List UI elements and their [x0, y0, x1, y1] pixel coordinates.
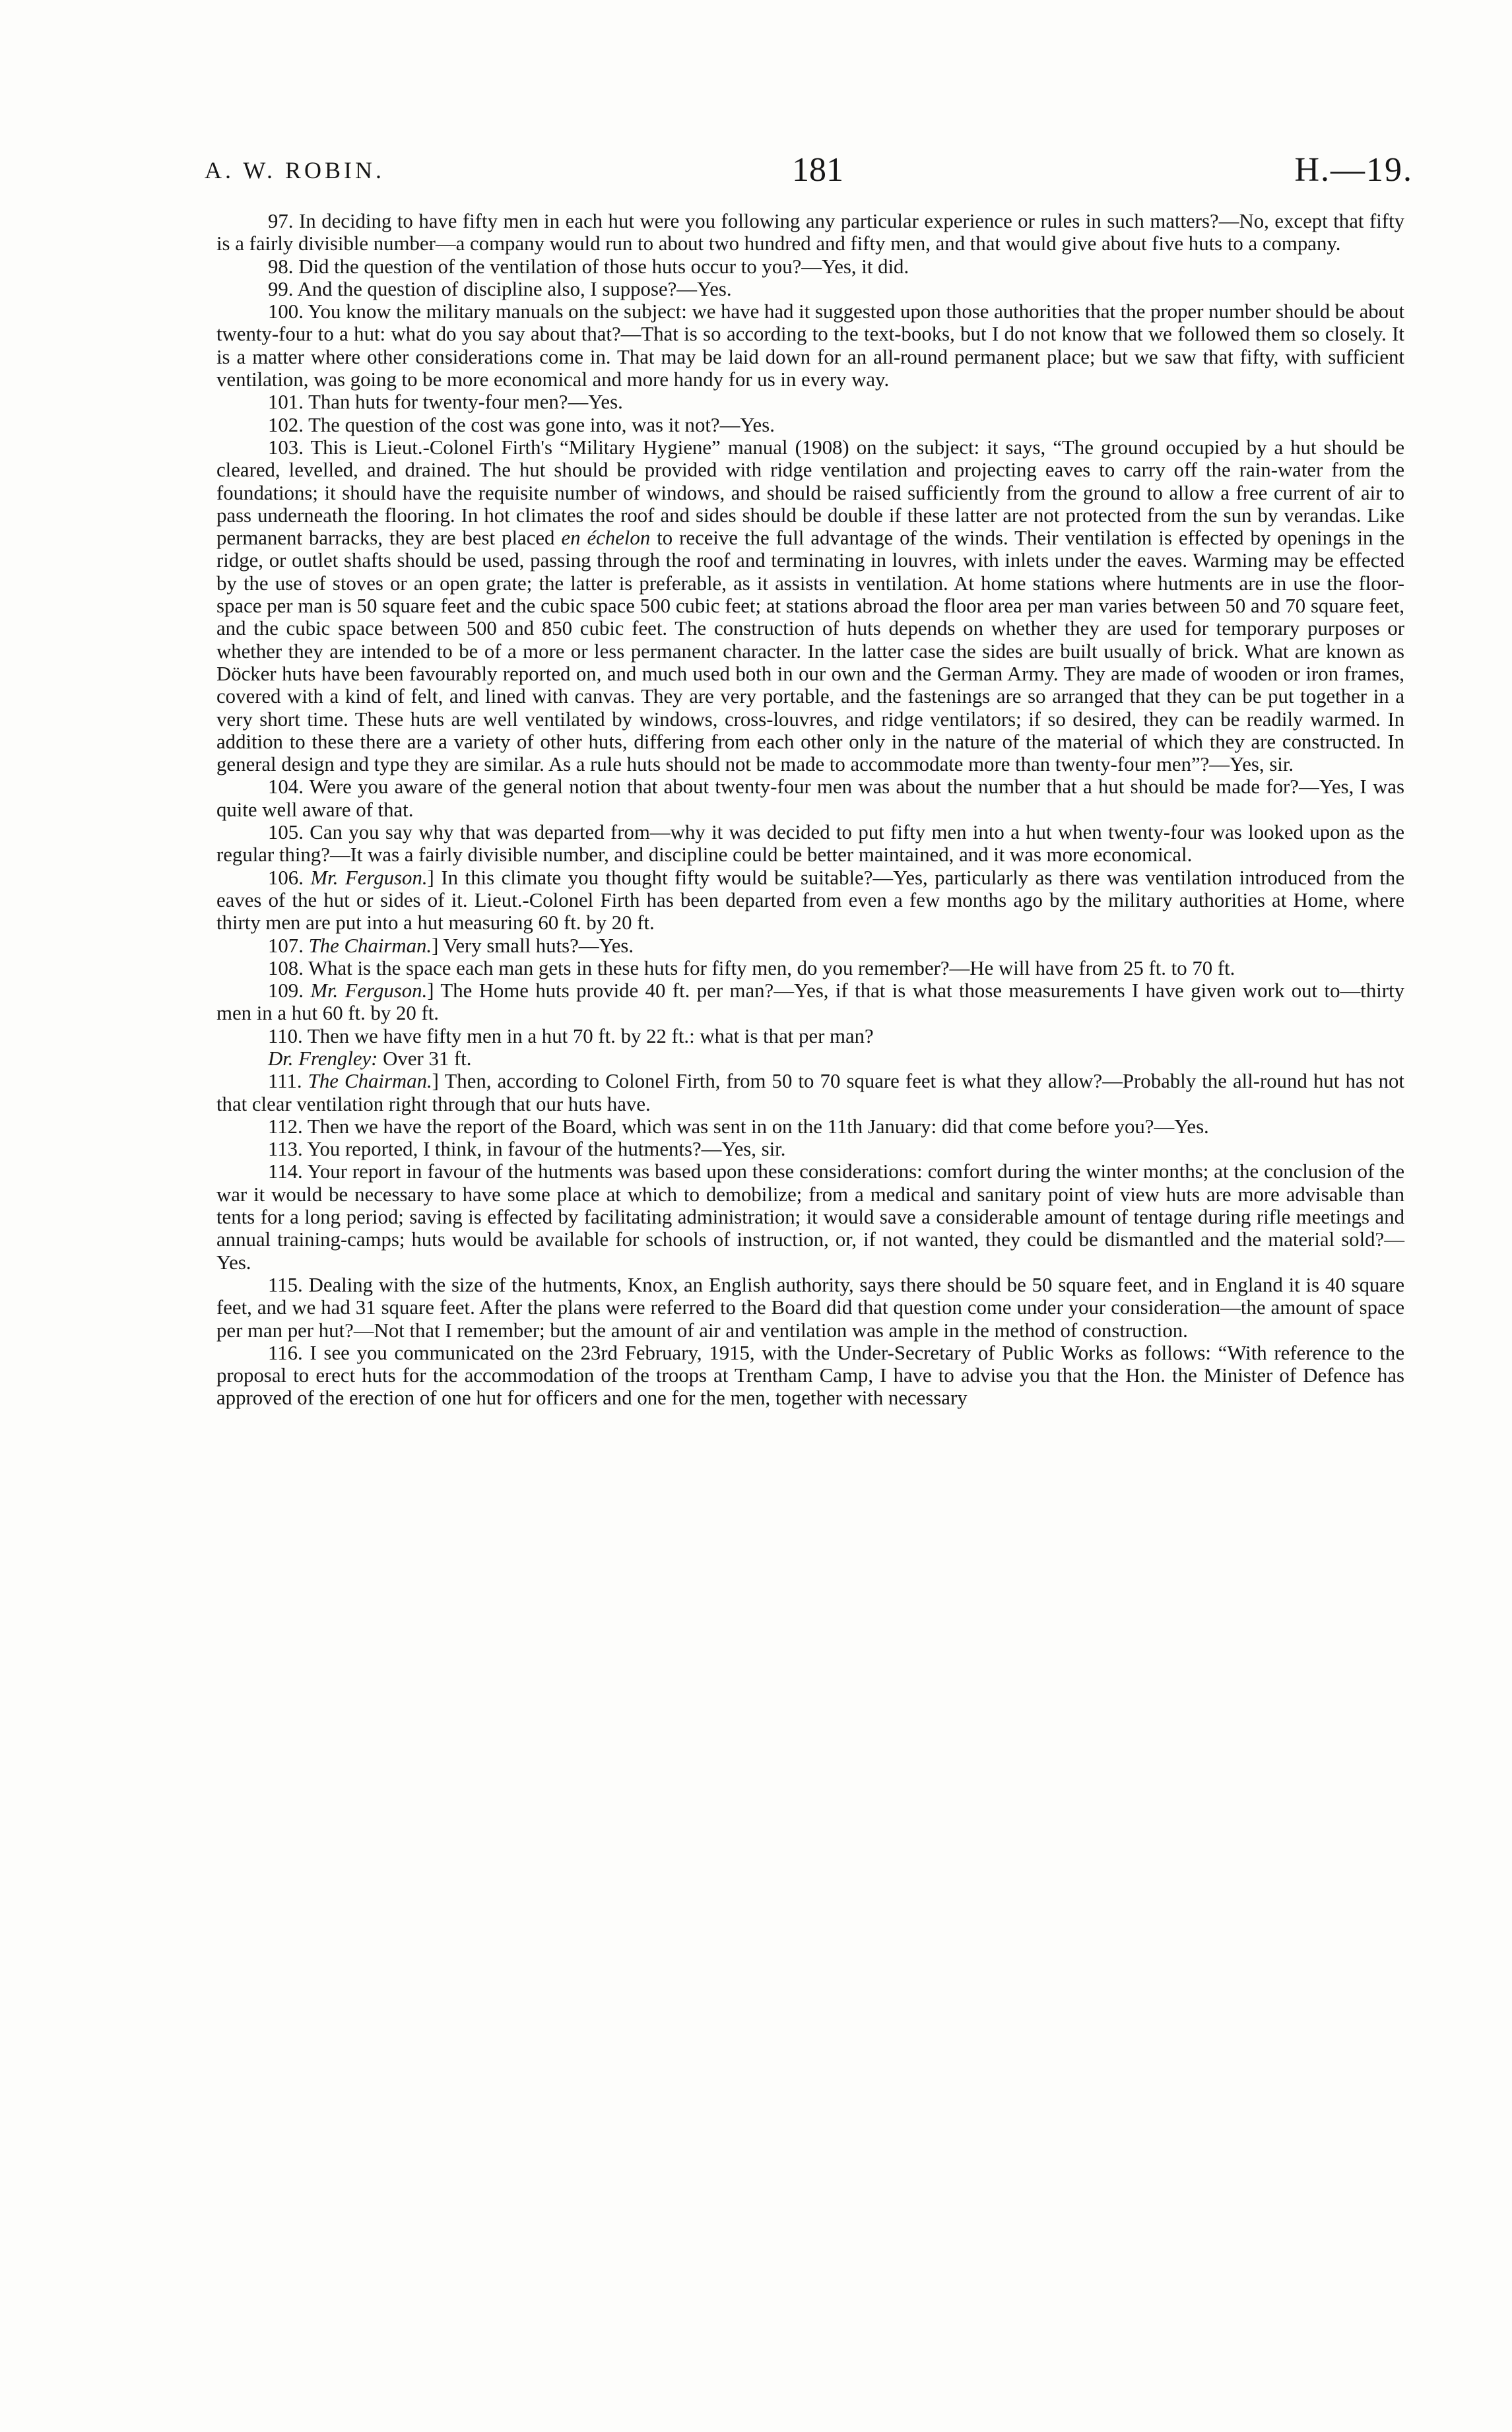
paragraph: Dr. Frengley: Over 31 ft.	[268, 1047, 472, 1070]
header-reference: H.—19.	[1294, 151, 1413, 189]
paragraph: 113. You reported, I think, in favour of the hutments?—Yes, sir.	[268, 1138, 786, 1161]
paragraph: 97. In deciding to have fifty men in each hut were you following any particular experience or rules in such matters?—No, except that fifty is a fairly divisible number—a company would run to about two hundred and fifty men, and that would give about five huts to a company.	[216, 210, 1404, 255]
paragraph: 110. Then we have fifty men in a hut 70 ft. by 22 ft.: what is that per man?	[268, 1024, 874, 1047]
paragraph: 98. Did the question of the ventilation of those huts occur to you?—Yes, it did.	[268, 255, 909, 278]
paragraph: 107. The Chairman.] Very small huts?—Yes.	[268, 934, 634, 957]
header-author: A. W. ROBIN.	[205, 157, 385, 183]
paragraph: 109. Mr. Ferguson.] The Home huts provide 40 ft. per man?—Yes, if that is what those measurements I have given work out to—thirty men in a hut 60 ft. by 20 ft.	[216, 979, 1404, 1025]
paragraph: 105. Can you say why that was departed from—why it was decided to put fifty men into a hut when twenty-four was looked upon as the regular thing?—It was a fairly divisible number, and discipline could be better maintained, and it was more economical.	[216, 821, 1404, 867]
page-header	[198, 150, 1413, 190]
document-body	[216, 210, 1404, 1410]
header-page-number: 181	[792, 151, 843, 189]
paragraph: 103. This is Lieut.-Colonel Firth's “Military Hygiene” manual (1908) on the subject: it says, “The ground occupied by a hut should be cleared, levelled, and drained. The hut should be provided with ridge ventilation and projecting eaves to carry off the rain-water from the foundations; it should have the requisite number of windows, and should be raised sufficiently from the ground to allow a free current of air to pass underneath the flooring. In hot climates the roof and sides should be double if these latter are not protected from the sun by verandas. Like permanent barracks, they are best placed en échelon to receive the full advantage of the winds. Their ventilation is effected by openings in the ridge, or outlet shafts should be used, passing through the roof and terminating in louvres, with inlets under the eaves. Warming may be effected by the use of stoves or an open grate; the latter is preferable, as it assists in ventilation. At home stations where hutments are in use the floor-space per man is 50 square feet and the cubic space 500 cubic feet; at stations abroad the floor area per man varies between 50 and 70 square feet, and the cubic space between 500 and 850 cubic feet. The construction of huts depends on whether they are used for temporary purposes or whether they are intended to be of a more or less permanent character. In the latter case the sides are built usually of brick. What are known as Döcker huts have been favourably reported on, and much used both in our own and the German Army. They are made of wooden or iron frames, covered with a kind of felt, and lined with canvas. They are very portable, and the fastenings are so arranged that they can be put together in a very short time. These huts are well ventilated by windows, cross-louvres, and ridge ventilators; if so desired, they can be readily warmed. In addition to these there are a variety of other huts, differing from each other only in the nature of the material of which they are constructed. In general design and type they are similar. As a rule huts should not be made to accommodate more than twenty-four men”?—Yes, sir.	[216, 436, 1405, 776]
paragraph: 112. Then we have the report of the Board, which was sent in on the 11th January: did that come before you?—Yes.	[268, 1115, 1209, 1138]
paragraph: 115. Dealing with the size of the hutments, Knox, an English authority, says there should be 50 square feet, and in England it is 40 square feet, and we had 31 square feet. After the plans were referred to the Board did that question come under your consideration—the amount of space per man per hut?—Not that I remember; but the amount of air and ventilation was ample in the method of construction.	[216, 1273, 1404, 1342]
paragraph: 108. What is the space each man gets in these huts for fifty men, do you remember?—He will have from 25 ft. to 70 ft.	[268, 956, 1235, 979]
paragraph: 111. The Chairman.] Then, according to Colonel Firth, from 50 to 70 square feet is what they allow?—Probably the all-round hut has not that clear ventilation right through that our huts have.	[216, 1070, 1404, 1115]
paragraph: 114. Your report in favour of the hutments was based upon these considerations: comfort during the winter months; at the conclusion of the war it would be necessary to have some place at which to demobilize; from a medical and sanitary point of view huts are more advisable than tents for a long period; saving is effected by facilitating administration; it would save a considerable amount of tentage during rifle meetings and annual training-camps; huts would be available for schools of instruction, or, if not wanted, they could be dismantled and the material sold?—Yes.	[216, 1160, 1404, 1274]
paragraph: 102. The question of the cost was gone into, was it not?—Yes.	[268, 413, 775, 436]
paragraph: 100. You know the military manuals on the subject: we have had it suggested upon those authorities that the proper number should be about twenty-four to a hut: what do you say about that?—That is so according to the text-books, but I do not know that we followed them so closely. It is a matter where other considerations come in. That may be laid down for an all-round permanent place; but we saw that fifty, with sufficient ventilation, was going to be more economical and more handy for us in every way.	[216, 300, 1404, 391]
paragraph: 99. And the question of discipline also, I suppose?—Yes.	[268, 277, 732, 300]
paragraph: 101. Than huts for twenty-four men?—Yes.	[268, 391, 623, 414]
paragraph: 116. I see you communicated on the 23rd February, 1915, with the Under-Secretary of Public Works as follows: “With reference to the proposal to erect huts for the accommodation of the troops at Trentham Camp, I have to advise you that the Hon. the Minister of Defence has approved of the erection of one hut for officers and one for the men, together with necessary	[216, 1341, 1404, 1410]
paragraph: 104. Were you aware of the general notion that about twenty-four men was about the number that a hut should be made for?—Yes, I was quite well aware of that.	[216, 775, 1404, 821]
paragraph: 106. Mr. Ferguson.] In this climate you thought fifty would be suitable?—Yes, particularly as there was ventilation introduced from the eaves of the hut or sides of it. Lieut.-Colonel Firth has been departed from even a few months ago by the military authorities at Home, where thirty men are put into a hut measuring 60 ft. by 20 ft.	[216, 866, 1404, 935]
